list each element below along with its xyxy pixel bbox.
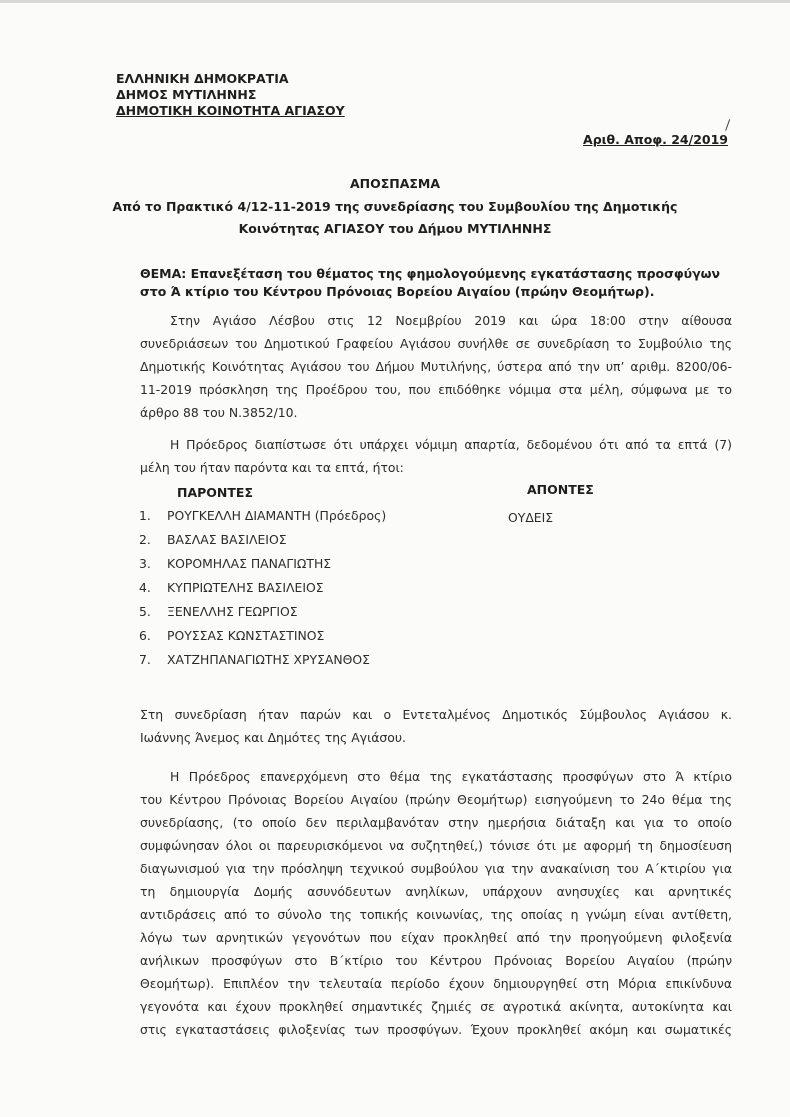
header-republic: ΕΛΛΗΝΙΚΗ ΔΗΜΟΚΡΑΤΙΑ: [116, 71, 289, 86]
member-name: ΚΥΠΡΙΩΤΕΛΗΣ ΒΑΣΙΛΕΙΟΣ: [167, 580, 324, 595]
text-line: γεγονότα και έχουν προκληθεί σημαντικές ζημιές σε αγροτικά ακίνητα, αυτοκίνητα και: [140, 999, 732, 1014]
header-municipality: ΔΗΜΟΣ ΜΥΤΙΛΗΝΗΣ: [116, 87, 257, 102]
member-name: ΞΕΝΕΛΛΗΣ ΓΕΩΡΓΙΟΣ: [167, 604, 298, 619]
text-line: ανήλικων προσφύγων στο Β΄κτίριο του Κέντρου Πρόνοιας Βορείου Αιγαίου (πρώην: [140, 953, 732, 968]
member-name: ΚΟΡΟΜΗΛΑΣ ΠΑΝΑΓΙΩΤΗΣ: [167, 556, 332, 571]
member-number: 3.: [139, 556, 151, 571]
list-item: [139, 604, 386, 628]
header-community: ΔΗΜΟΤΙΚΗ ΚΟΙΝΟΤΗΤΑ ΑΓΙΑΣΟΥ: [116, 103, 345, 118]
document-title: ΑΠΟΣΠΑΣΜΑ: [349, 176, 441, 191]
member-name: ΒΑΣΛΑΣ ΒΑΣΙΛΕΙΟΣ: [167, 532, 287, 547]
pen-mark: [725, 119, 736, 133]
paragraph-attendees: [140, 703, 732, 749]
list-item: [139, 508, 386, 532]
member-name: ΧΑΤΖΗΠΑΝΑΓΙΩΤΗΣ ΧΡΥΣΑΝΘΟΣ: [167, 652, 370, 667]
member-number: 5.: [139, 604, 151, 619]
list-item: [139, 556, 386, 580]
member-number: 6.: [139, 628, 151, 643]
member-number: 2.: [139, 532, 151, 547]
text-line: Η Πρόεδρος επανερχόμενη στο θέμα της εγκατάστασης προσφύγων στο Ά κτίριο: [170, 769, 732, 784]
member-number: 4.: [139, 580, 151, 595]
text-line: Θεομήτωρ). Επιπλέον την τελευταία περίοδο έχουν δημιουργηθεί στη Μόρια επικίνδυνα: [140, 976, 732, 991]
paragraph-discussion: [140, 765, 732, 1041]
text-line: Στη συνεδρίαση ήταν παρών και ο Εντεταλμένος Δημοτικός Σύμβουλος Αγιάσου κ.: [140, 707, 732, 722]
text-line: συμφώνησαν όλοι οι παρευρισκόμενοι να συζητηθεί,) τόνισε ότι με αφορμή τη δημοσίευση: [140, 838, 732, 853]
text-line: Η Πρόεδρος διαπίστωσε ότι υπάρχει νόμιμη απαρτία, δεδομένου ότι από τα επτά (7): [170, 437, 732, 452]
page-top-edge: [0, 0, 790, 3]
text-line: συνεδρίασης, (το οποίο δεν περιλαμβανόταν στην ημερήσια διάταξη και για το οποίο: [140, 815, 732, 830]
list-item: [139, 580, 386, 604]
text-line: μέλη του ήταν παρόντα και τα επτά, ήτοι:: [140, 460, 404, 475]
issuer-header: [116, 71, 345, 119]
text-line: λόγω των αρνητικών γεγονότων που είχαν προκληθεί από την προηγούμενη φιλοξενία: [140, 930, 732, 945]
subtitle-line-1: Από το Πρακτικό 4/12-11-2019 της συνεδρίασης του Συμβουλίου της Δημοτικής: [112, 199, 678, 214]
list-item: [139, 652, 386, 676]
subject-line-2: στο Ά κτίριο του Κέντρου Πρόνοιας Βορείου Αιγαίου (πρώην Θεομήτωρ).: [140, 284, 655, 299]
subtitle-line-2: Κοινότητας ΑΓΙΑΣΟΥ του Δήμου ΜΥΤΙΛΗΝΗΣ: [238, 221, 552, 236]
text-line: Ιωάννης Άνεμος και Δημότες της Αγιάσου.: [140, 730, 406, 745]
subject: [140, 265, 720, 301]
text-line: του Κέντρου Πρόνοιας Βορείου Αιγαίου (πρώην Θεομήτωρ) εισηγούμενη το 24ο θέμα της: [140, 792, 732, 807]
text-line: τη δημιουργία Δομής ασυνόδευτων ανηλίκων, υπάρχουν ανησυχίες και αρνητικές: [140, 884, 732, 899]
member-name: ΡΟΥΣΣΑΣ ΚΩΝΣΤΑΣΤΙΝΟΣ: [167, 628, 325, 643]
list-item: [139, 532, 386, 556]
member-name: ΡΟΥΓΚΕΛΛΗ ΔΙΑΜΑΝΤΗ (Πρόεδρος): [167, 508, 387, 523]
paragraph-quorum: [140, 433, 732, 479]
member-number: 7.: [139, 652, 151, 667]
text-line: 11-2019 πρόσκληση της Προέδρου του, που επιδόθηκε νόμιμα στα μέλη, σύμφωνα με το: [140, 382, 732, 397]
member-number: 1.: [139, 508, 151, 523]
text-line: στις εγκαταστάσεις φιλοξενίας των προσφύγων. Έχουν προκληθεί ακόμη και σωματικές: [140, 1022, 732, 1037]
text-line: συνεδριάσεων του Δημοτικού Γραφείου Αγιάσου συνήλθε σε συνεδρίαση το Συμβούλιο της: [140, 336, 732, 351]
present-heading: ΠΑΡΟΝΤΕΣ: [177, 485, 253, 500]
paragraph-meeting-info: [140, 309, 732, 424]
present-members-list: [139, 508, 386, 676]
subject-line-1: ΘΕΜΑ: Επανεξέταση του θέματος της φημολογούμενης εγκατάστασης προσφύγων: [140, 266, 720, 281]
list-item: [139, 628, 386, 652]
absent-heading: ΑΠΟΝΤΕΣ: [527, 482, 594, 497]
text-line: Δημοτικής Κοινότητας Αγιάσου του Δήμου Μυτιλήνης, ύστερα από την υπ’ αριθμ. 8200/06-: [140, 359, 732, 374]
text-line: αντιδράσεις από το σύνολο της τοπικής κοινωνίας, της οποίας η γνώμη είναι αντίθετη,: [140, 907, 732, 922]
text-line: διαγωνισμού για την πρόσληψη τεχνικού συμβούλου για την ανακαίνιση του Α΄κτιρίου για: [140, 861, 732, 876]
absent-members: ΟΥΔΕΙΣ: [508, 510, 554, 525]
decision-number: Αριθ. Αποφ. 24/2019: [583, 132, 728, 147]
text-line: Στην Αγιάσο Λέσβου στις 12 Νοεμβρίου 2019 και ώρα 18:00 στην αίθουσα: [170, 313, 732, 328]
text-line: άρθρο 88 του Ν.3852/10.: [140, 405, 298, 420]
